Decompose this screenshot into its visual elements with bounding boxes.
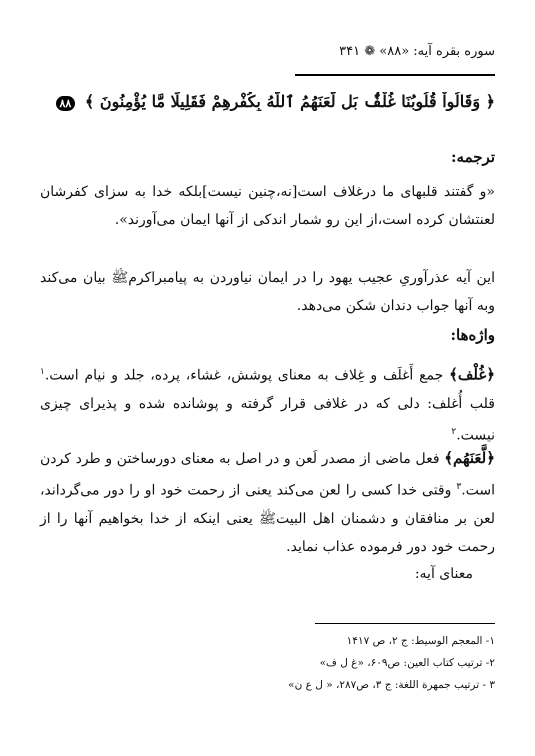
footnotes	[40, 630, 495, 696]
explanation-paragraph: این آیه عذرآوریِ عجیب یهود را در ایمان نیاوردن به پیامبراکرمﷺ بیان می‌کند وبه آنها جواب دندان شکن می‌دهد.	[40, 270, 495, 314]
translation-paragraph: «و گفتند قلبهای ما درغلاف است[نه،چنین نیست]بلکه خدا به سزای کفرشان لعنتشان کرده است،از این رو شمار اندکی از آنها ایمان می‌آورند».	[40, 184, 495, 228]
footnote-ref: ۱	[40, 367, 45, 377]
meaning-heading: معنای آیه:	[414, 566, 473, 582]
verse-text: ﴿ وَقَالُواْ قُلُوبُنَا غُلْفٌۢ بَل لَّعَنَهُمُ ٱللَّهُ بِكُفْرِهِمْ فَقَلِيلًا مَّا يُؤْمِنُونَ ﴾	[84, 92, 495, 111]
quran-verse	[40, 92, 495, 111]
footnote-item: ۳ - ترتیب جمهرة اللغة: ج ۳، ص۲۸۷، « ل ع ن»	[288, 679, 495, 691]
vocabulary-heading: واژه‌ها:	[450, 326, 495, 344]
vocab-term: ﴿غُلْف﴾	[449, 365, 495, 384]
footnote-ref: ۳	[456, 482, 462, 492]
vocab-entry-laanahum	[40, 444, 495, 561]
vocab-entry-ghulf	[40, 358, 495, 449]
header-rule	[295, 74, 495, 76]
vocab-definition: وقتی خدا کسی را لعن می‌کند یعنی از رحمت خود او را دور می‌گرداند، لعن بر منافقان و دشمنان اهل البیتﷺ یعنی اینکه از خدا بخواهیم آنها را از رحمت خود دور فرموده عذاب نماید.	[40, 482, 495, 555]
footnote-item: ۲- ترتیب کتاب العین: ص۶۰۹، «غ ل ف»	[319, 657, 495, 669]
running-header: سوره بقره آیه: «۸۸» ❁ ۳۴۱	[339, 44, 495, 59]
footnote-item: ۱- المعجم الوسیط: ج ۲، ص ۱۴۱۷	[346, 635, 495, 647]
footnote-rule	[315, 623, 495, 624]
vocab-definition: جمع أَغلَف و غِلاف به معنای پوشش، غشاء، پرده، جلد و نیام است.	[44, 367, 450, 384]
vocab-definition: فعل ماضی از مصدر لَعن و در اصل به معنای دورساختن و طرد کردن است.	[40, 451, 496, 499]
translation-heading: ترجمه:	[451, 148, 495, 166]
vocab-definition: قلب أُغلف: دلی که در غلافی قرار گرفته و پوشانده شده و پذیرای چیزی نیست.	[40, 395, 495, 444]
vocab-term: ﴿لَّعَنَهُم﴾	[444, 449, 495, 467]
ayah-number-badge: ۸۸	[56, 96, 76, 111]
footnote-ref: ۲	[451, 426, 457, 437]
